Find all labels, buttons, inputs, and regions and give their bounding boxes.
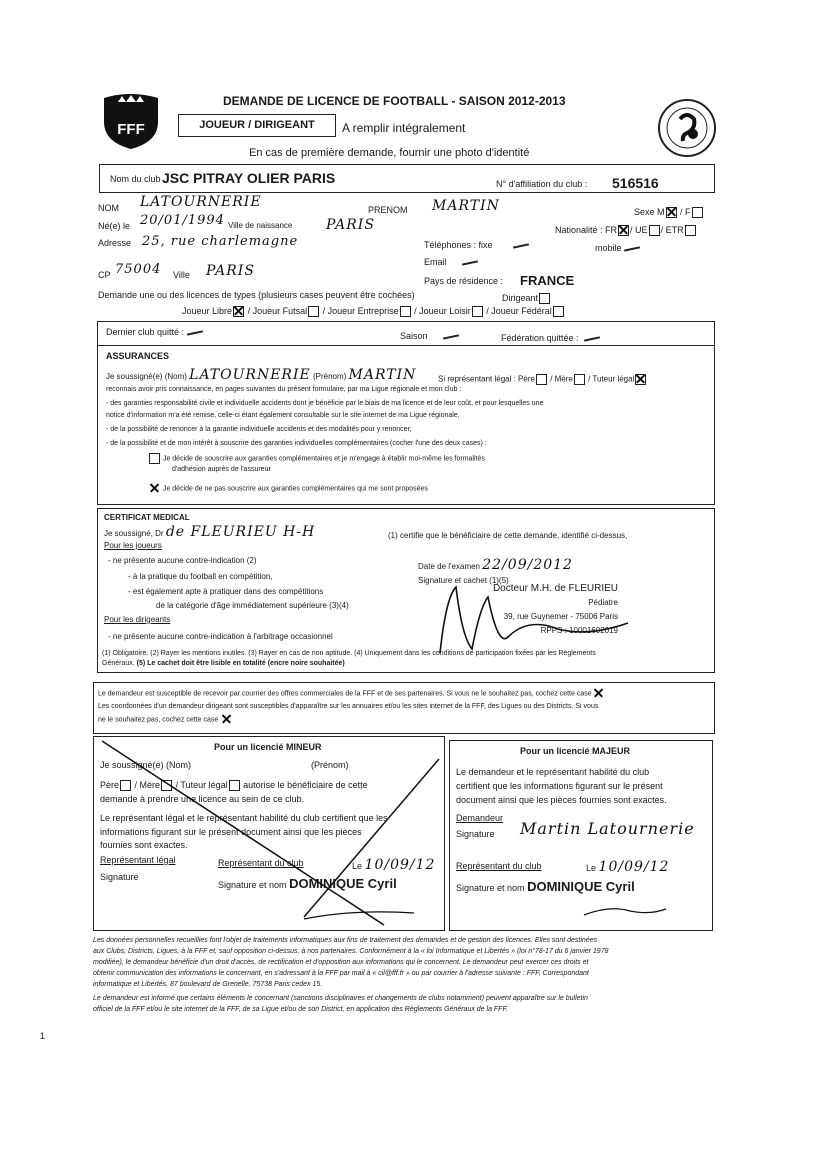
dernier-club-label: Dernier club quitté : [106,327,185,337]
consent-1-label: Le demandeur est susceptible de recevoir par courrier des offres commerciales de la FFF et de ses partenaires. Si vous ne le souhaitez pas, cochez cette case [98,690,592,698]
federation-label: Fédération quittée : [501,333,579,343]
joueurs-text-1: - ne présente aucune contre-indication (2) [108,556,257,565]
mineur-soussigne: Je soussigné(e) (Nom) [100,760,192,770]
fff-logo [100,92,162,150]
joueur-futsal-checkbox[interactable] [308,306,319,317]
joueur-entreprise-checkbox[interactable] [400,306,411,317]
mineur-rep-club: Représentant du club [218,858,304,868]
consent-offres-checkbox[interactable] [593,688,604,699]
joueur-futsal-label: / Joueur Futsal [247,306,308,316]
footer-4: obtenir communication des informations le concernant, en s'adressant à la FFF par mail à « cil@fff.fr » ou par courrier à l'adresse suivante : FFF, Correspondant [93,970,589,977]
ville-naissance-label: Ville de naissance [228,221,293,230]
consent-annuaire-checkbox[interactable] [221,714,232,725]
mobile-label: mobile [595,243,622,253]
rep-tuteur-label: / Tuteur légal [588,374,635,384]
club-name-label: Nom du club [110,174,161,184]
svg-text:FFF: FFF [117,121,145,138]
lfp-seal-icon [656,97,718,159]
nationalite-label: Nationalité : FR [555,225,618,235]
cp-label: CP [98,270,111,280]
majeur-date-field [586,859,669,875]
pays-value: FRANCE [520,273,575,288]
mineur-mere-label: / Mère [134,780,161,790]
medical-notes-2 [102,660,345,667]
consent-2: Les coordonnées d'un demandeur dirigeant sont susceptibles d'apparaître sur les annuaires et/ou les sites internet de la FFF, des Ligues ou des Districts. Si vous [98,703,599,710]
ne-pas-souscrire-checkbox[interactable] [149,483,160,494]
assurances-text-4: - de la possibilité de renoncer à la garantie individuelle accidents et des modalités pour y renoncer, [106,426,412,433]
ass-soussigne-label: Je soussigné(e) (Nom) [106,372,187,381]
footer-3: modifiée), le demandeur bénéficie d'un droit d'accès, de rectification et d'opposition aux informations qui le concernent. Le demandeur peut exercer ces droits et [93,959,589,966]
consent-3-label: ne le souhaitez pas, cochez cette case [98,716,219,724]
majeur-signature-label: Signature [456,829,495,839]
nom-value: LATOURNERIE [140,194,262,210]
ne-pas-souscrire-label: Je décide de ne pas souscrire aux garanties complémentaires qui me sont proposées [162,485,428,493]
mineur-sig-nom-label: Signature et nom [218,880,287,890]
nat-etr-checkbox[interactable] [685,225,696,236]
medical-notes-1: (1) Obligatoire. (2) Rayer les mentions inutiles. (3) Rayer en cas de non aptitude. (4) Uniquement dans les conditions de participation fixées par les Règlements [102,650,596,657]
rep-pere-label: Si représentant légal : Père [438,374,535,384]
affiliation-value: 516516 [612,175,659,191]
ass-prenom-label: (Prénom) [312,372,347,381]
page-title: DEMANDE DE LICENCE DE FOOTBALL - SAISON 2012-2013 [223,94,566,108]
joueur-libre-label: Joueur Libre [182,306,233,316]
majeur-nom-value: DOMINIQUE Cyril [527,879,635,894]
joueur-federal-checkbox[interactable] [553,306,564,317]
rep-tuteur-checkbox[interactable] [635,374,646,385]
prenom-label: PRENOM [368,205,408,215]
medical-soussigne-label: Je soussigné, Dr [104,529,164,538]
joueur-types-row [182,306,565,317]
type-box-label: JOUEUR / DIRIGEANT [199,119,315,131]
majeur-signature-value: Martin Latournerie [520,819,695,838]
assurances-title: ASSURANCES [106,351,170,361]
email-dash [462,260,478,265]
assurances-text-1: reconnais avoir pris connaissance, en pages suivantes du présent formulaire, par ma Ligue régionale et mon club : [106,386,462,393]
joueur-loisir-checkbox[interactable] [472,306,483,317]
dirigeants-text-1: - ne présente aucune contre-indication à l'arbitrage occasionnel [108,632,333,641]
certifie-text: (1) certifie que le bénéficiaire de cette demande, identifié ci-dessus, [388,531,628,540]
fill-note: A remplir intégralement [342,121,466,135]
joueur-loisir-label: / Joueur Loisir [414,306,471,316]
dernier-club [106,327,203,337]
representant-legal-field [438,374,647,385]
federation-dash [584,336,600,341]
date-examen-field [418,557,573,573]
medical-soussigne [104,524,315,540]
footer-6: Le demandeur est informé que certains éléments le concernant (sanctions disciplinaires et changements de clubs notamment) peuvent apparaître sur le bulletin [93,995,588,1002]
nat-fr-checkbox[interactable] [618,225,629,236]
consent-3 [98,714,233,725]
previous-club-box [97,321,715,346]
mineur-tuteur-label: / Tuteur légal [175,780,228,790]
majeur-line-2: certifient que les informations figurant sur le présent [456,781,663,791]
pour-les-joueurs: Pour les joueurs [104,541,162,550]
rep-pere-checkbox[interactable] [536,374,547,385]
majeur-sig-nom-label: Signature et nom [456,883,525,893]
mineur-line-3: demande à prendre une licence au sein de ce club. [100,794,305,804]
pays-label: Pays de résidence : [424,276,504,286]
sexe-label: Sexe [634,207,655,217]
souscrire-label: Je décide de souscrire aux garanties complémentaires et je m'engage à établir moi-même les formalités [162,455,485,463]
page-number: 1 [40,1031,46,1041]
telephone-field [424,240,529,250]
ass-nom-value: LATOURNERIE [189,367,311,383]
majeur-date-value: 10/09/12 [598,859,670,875]
majeur-line-3: document ainsi que les pièces fournies sont exactes. [456,795,667,805]
ne-value: 20/01/1994 [140,213,225,228]
joueurs-text-4: de la catégorie d'âge immédiatement supérieure (3)(4) [156,601,349,610]
mineur-title: Pour un licencié MINEUR [214,742,322,752]
footer-5: informatique et Libertés, 87 boulevard de Grenelle, 75738 Paris cedex 15. [93,981,323,988]
joueur-entreprise-label: / Joueur Entreprise [322,306,399,316]
sexe-f-checkbox[interactable] [692,207,703,218]
medical-box [97,508,715,673]
souscrire-checkbox[interactable] [149,453,160,464]
pour-les-dirigeants: Pour les dirigeants [104,615,171,624]
mineur-line-6: fournies sont exactes. [100,840,188,850]
mineur-rep-legal: Représentant légal [100,855,176,865]
consent-box [93,682,715,734]
mineur-box [93,736,445,931]
majeur-title: Pour un licencié MAJEUR [520,746,631,756]
medical-notes-2a: Généraux. [102,660,135,667]
joueur-libre-checkbox[interactable] [233,306,244,317]
sexe-m-label: M [657,207,665,217]
affiliation-label: N° d'affiliation du club : [496,179,588,189]
date-examen-label: Date de l'examen [418,562,481,571]
stamp-line-3: 39, rue Guynemer - 75006 Paris [503,612,618,621]
majeur-box [449,740,713,931]
majeur-line-1: Le demandeur et le représentant habilité du club [456,767,650,777]
ne-pas-souscrire-option [148,483,428,494]
tel-dash [513,243,529,248]
mobile-dash [624,246,640,251]
mineur-prenom: (Prénom) [311,760,349,770]
photo-note: En cas de première demande, fournir une photo d'identité [249,147,530,159]
majeur-rep-club: Représentant du club [456,861,542,871]
sexe-field: Sexe M / F [634,207,704,218]
mobile-field [595,243,640,253]
dernier-club-dash [187,330,203,335]
rep-mere-label: / Mère [550,374,573,384]
email-label: Email [424,257,447,267]
type-box [178,114,336,137]
majeur-le-label: Le [586,863,597,873]
saison [400,331,459,341]
sexe-m-checkbox[interactable] [666,207,677,218]
stamp-line-2: Pédiatre [588,598,618,607]
sexe-f-label: F [685,207,691,217]
mineur-autorise: autorise le bénéficiaire de cette [243,780,368,790]
adresse-value: 25, rue charlemagne [142,234,299,249]
adresse-label: Adresse [98,238,132,248]
ville-value: PARIS [206,263,255,279]
tel-label: Téléphones : fixe [424,240,493,250]
nom-label: NOM [98,203,119,213]
stamp-line-4: RPPS : 10001602019 [540,626,618,635]
majeur-club-signature [580,901,670,921]
club-name-value: JSC PITRAY OLIER PARIS [162,170,336,186]
assurances-text-3: notice d'information m'a été remise, celle-ci étant également consultable sur le site internet de ma Ligue régionale, [106,412,460,419]
signature-cachet-label: Signature et cachet (1)(5) [418,576,509,585]
dirigeant-label: Dirigeant [502,293,539,303]
ville-label: Ville [173,270,190,280]
ass-prenom-value: MARTIN [348,367,417,383]
mineur-date-value: 10/09/12 [364,857,436,873]
assurances-soussigne [106,367,416,383]
nat-ue-checkbox[interactable] [649,225,660,236]
majeur-demandeur: Demandeur [456,813,504,823]
nat-etr-label: ETR [665,225,684,235]
types-label: Demande une ou des licences de types (plusieurs cases peuvent être cochées) [98,290,415,300]
assurances-text-2: - des garanties responsabilité civile et individuelle accidents dont je bénéficie par le biais de ma licence et de leur coût, et pour lesquelles une [106,400,544,407]
footer-2: aux Clubs, Districts, Ligues, à la FFF et, sauf opposition ci-dessus, à nos partenaires. Conformément à la « loi Informatique et Libertés » (loi n°78-17 du 6 janvier 1978 [93,948,609,955]
joueur-federal-label: / Joueur Fédéral [486,306,552,316]
date-examen-value: 22/09/2012 [482,557,573,573]
mineur-line-4: Le représentant légal et le représentant habilité du club certifient que les [100,813,388,823]
ne-label: Né(e) le [98,221,131,231]
mineur-nom-value: DOMINIQUE Cyril [289,876,397,891]
medical-notes-2b: (5) Le cachet doit être lisible en totalité (encre noire souhaitée) [136,660,345,667]
assurances-text-7: d'adhésion auprès de l'assureur [172,466,271,473]
mineur-signature-label: Signature [100,872,139,882]
souscrire-option [148,453,485,464]
joueurs-text-3: - est également apte à pratiquer dans des compétitions [128,587,324,596]
cp-value: 75004 [115,262,162,277]
joueurs-text-2: - à la pratique du football en compétition, [128,572,273,581]
medical-title: CERTIFICAT MEDICAL [104,513,190,522]
dirigeant-checkbox[interactable] [539,293,550,304]
nat-ue-label: UE [635,225,648,235]
mineur-cross-out [94,737,444,930]
stamp-line-1: Docteur M.H. de FLEURIEU [492,583,618,594]
ville-naissance-value: PARIS [326,217,375,233]
mineur-le-label: Le [352,861,363,871]
federation [501,333,600,343]
saison-dash [443,334,459,339]
nationalite-field: Nationalité : FR / UE / ETR [555,225,697,236]
mineur-pere-label: Père [100,780,120,790]
club-box [99,164,715,193]
footer-7: officiel de la FFF et/ou le site internet de la FFF, de sa Ligue et/ou de son District, en application des Règlements Généraux de la FFF. [93,1006,508,1013]
doctor-name-value: de FLEURIEU H-H [165,524,316,540]
rep-mere-checkbox[interactable] [574,374,585,385]
prenom-value: MARTIN [432,198,500,214]
saison-label: Saison [400,331,428,341]
dirigeant-field [502,293,551,304]
footer-1: Les données personnelles recueillies font l'objet de traitements informatiques aux fins de traitement des demandes et de gestion des licences. Elles sont destinées [93,937,598,944]
consent-1 [98,688,605,699]
email-field [424,257,478,267]
majeur-sig-nom-field [456,879,635,894]
assurances-text-5: - de la possibilité et de mon intérêt à souscrire des garanties individuelles complémentaires (cocher l'une des deux cases) : [106,440,487,447]
doctor-signature [428,577,648,657]
assurances-box [97,345,715,505]
fff-shield-icon [100,92,162,150]
lfp-seal-logo [656,97,718,159]
mineur-line-5: informations figurant sur le présent document ainsi que les pièces [100,827,362,837]
